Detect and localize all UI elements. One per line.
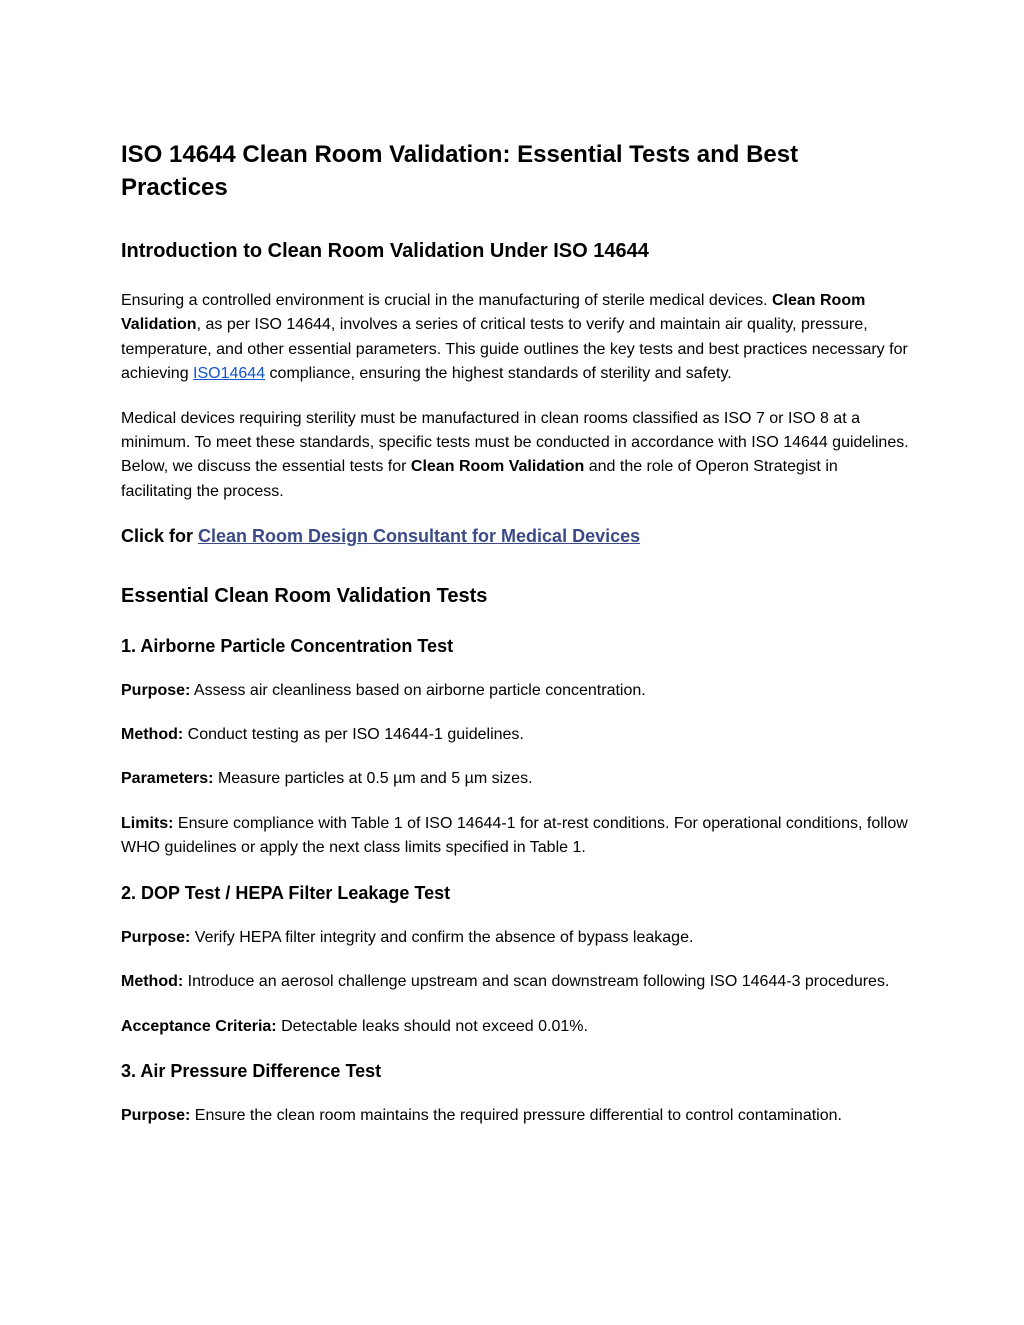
test-1-limits-label: Limits: bbox=[121, 814, 174, 832]
intro-p2-text-1: Medical devices requiring sterility must be manufactured in clean rooms classified as ISO 7 or ISO 8 at a minimum. To meet these standards, specific tests must be conducted in accordance with ISO 14644 guidelines. Below, we discuss the essential tests for bbox=[121, 409, 909, 476]
test-1-limits-text: Ensure compliance with Table 1 of ISO 14644-1 for at-rest conditions. For operational conditions, follow WHO guidelines or apply the next class limits specified in Table 1. bbox=[121, 814, 908, 857]
intro-heading: Introduction to Clean Room Validation Under ISO 14644 bbox=[121, 240, 649, 262]
test-2-method-text: Introduce an aerosol challenge upstream and scan downstream following ISO 14644-3 procedures. bbox=[183, 973, 890, 991]
intro-p1-text-1: Ensuring a controlled environment is crucial in the manufacturing of sterile medical devices. bbox=[121, 292, 772, 309]
test-2-purpose-text: Verify HEPA filter integrity and confirm the absence of bypass leakage. bbox=[190, 928, 694, 946]
click-line bbox=[121, 524, 911, 548]
test-1-method-text: Conduct testing as per ISO 14644-1 guidelines. bbox=[183, 726, 524, 744]
test-1-limits bbox=[121, 812, 911, 861]
intro-p1-bold: Clean Room Validation bbox=[121, 292, 866, 334]
document-title: ISO 14644 Clean Room Validation: Essential Tests and Best Practices bbox=[121, 141, 799, 201]
test-2-acceptance-label: Acceptance Criteria: bbox=[121, 1017, 277, 1035]
test-3-purpose-label: Purpose: bbox=[121, 1106, 191, 1124]
clean-room-consultant-link[interactable]: Clean Room Design Consultant for Medical Devices bbox=[198, 526, 641, 547]
test-block-2 bbox=[121, 881, 911, 1039]
test-1-heading: 1. Airborne Particle Concentration Test bbox=[121, 635, 454, 656]
test-1-parameters bbox=[121, 767, 911, 791]
test-3-purpose-text: Ensure the clean room maintains the required pressure differential to control contamination. bbox=[190, 1106, 842, 1124]
test-1-purpose bbox=[121, 679, 911, 703]
intro-p2-text-2: and the role of Operon Strategist in facilitating the process. bbox=[121, 458, 838, 500]
test-block-1 bbox=[121, 634, 911, 861]
test-2-purpose-label: Purpose: bbox=[121, 928, 191, 946]
tests-section-heading: Essential Clean Room Validation Tests bbox=[121, 584, 488, 607]
intro-p2-bold: Clean Room Validation bbox=[410, 458, 585, 476]
test-2-acceptance bbox=[121, 1015, 911, 1039]
iso14644-link[interactable]: ISO14644 bbox=[193, 365, 266, 383]
intro-paragraph-2 bbox=[121, 407, 911, 505]
test-2-method bbox=[121, 970, 911, 994]
test-1-parameters-text: Measure particles at 0.5 µm and 5 µm sizes. bbox=[213, 770, 533, 788]
intro-p1-text-3: compliance, ensuring the highest standards of sterility and safety. bbox=[265, 365, 732, 383]
test-1-method-label: Method: bbox=[121, 726, 184, 744]
test-1-purpose-label: Purpose: bbox=[121, 681, 191, 699]
test-2-purpose bbox=[121, 926, 911, 950]
test-2-heading: 2. DOP Test / HEPA Filter Leakage Test bbox=[121, 882, 451, 903]
intro-p1-text-2: , as per ISO 14644, involves a series of critical tests to verify and maintain air quality, pressure, temperature, and other essential parameters. This guide outlines the key tests and best practices necessary for achieving bbox=[121, 316, 908, 383]
test-1-purpose-text: Assess air cleanliness based on airborne particle concentration. bbox=[190, 681, 646, 699]
test-1-parameters-label: Parameters: bbox=[121, 770, 214, 788]
test-3-heading: 3. Air Pressure Difference Test bbox=[121, 1060, 382, 1081]
test-1-method bbox=[121, 723, 911, 747]
intro-paragraph-1 bbox=[121, 289, 911, 387]
test-block-3 bbox=[121, 1059, 911, 1128]
click-label: Click for bbox=[121, 526, 199, 547]
document-page bbox=[121, 138, 911, 1148]
test-3-purpose bbox=[121, 1104, 911, 1128]
test-2-acceptance-text: Detectable leaks should not exceed 0.01%. bbox=[276, 1017, 588, 1035]
test-2-method-label: Method: bbox=[121, 973, 184, 991]
